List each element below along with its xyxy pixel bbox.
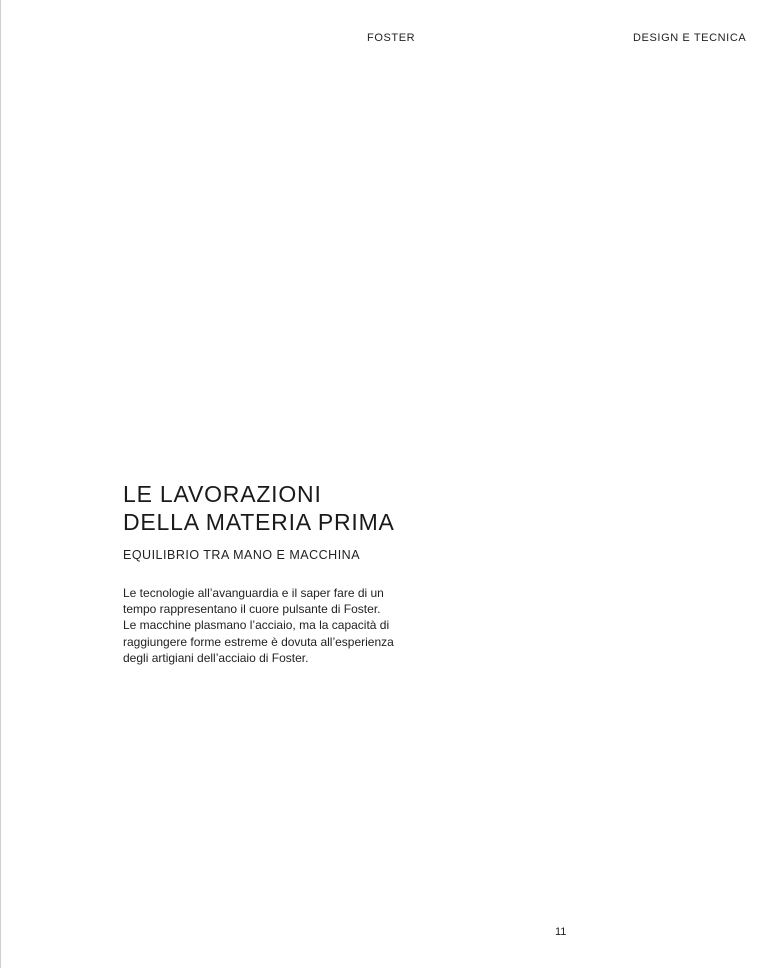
running-head-brand: FOSTER [367,32,416,44]
body-paragraph [123,585,433,666]
page-title [123,480,395,536]
body-line: Le macchine plasmano l’acciaio, ma la capacità di [123,618,390,633]
running-head-section: DESIGN E TECNICA [633,32,747,44]
page-subtitle: EQUILIBRIO TRA MANO E MACCHINA [123,548,361,562]
page-title-line: LE LAVORAZIONI [123,481,322,507]
body-line: raggiungere forme estreme è dovuta all’esperienza [123,634,394,649]
page-number: 11 [555,926,567,938]
body-line: tempo rappresentano il cuore pulsante di Foster. [123,602,381,617]
body-line: degli artigiani dell’acciaio di Foster. [123,650,309,665]
page-edge-rule [0,0,1,968]
body-line: Le tecnologie all’avanguardia e il saper fare di un [123,586,384,600]
page-title-line: DELLA MATERIA PRIMA [123,509,395,535]
